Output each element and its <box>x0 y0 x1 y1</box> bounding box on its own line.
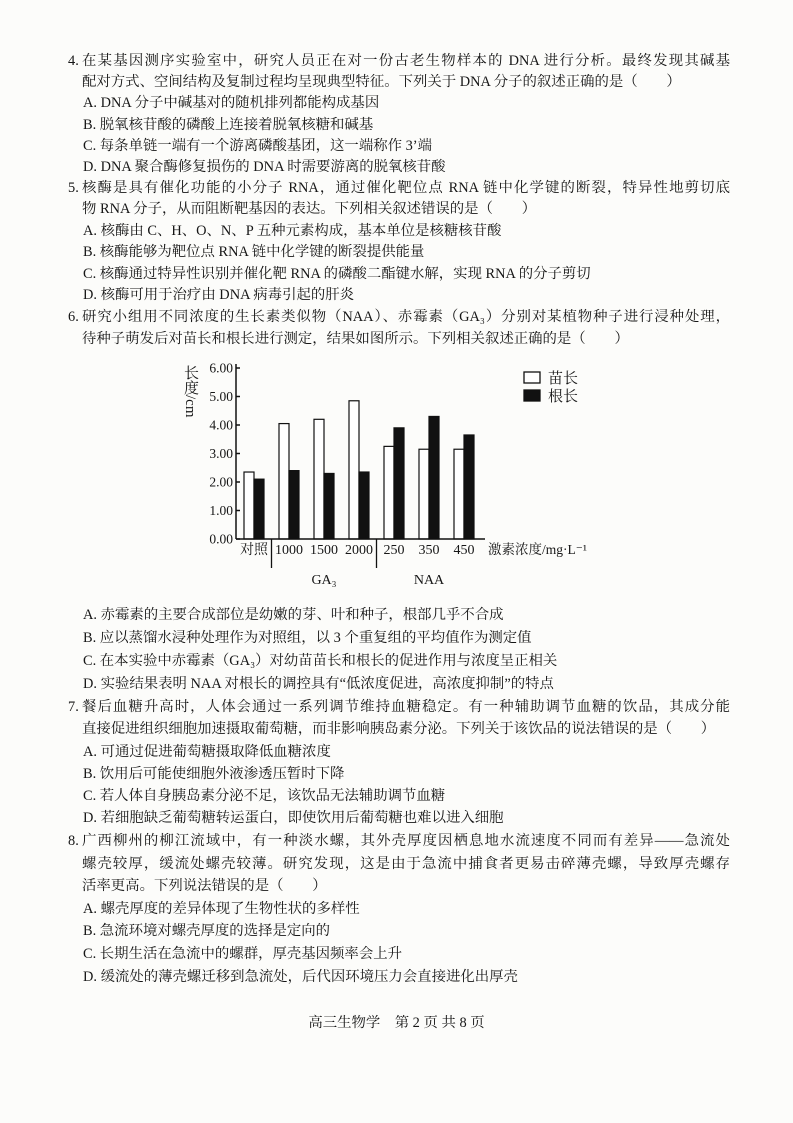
option-c: C. 在本实验中赤霉素（GA₃）对幼苗苗长和根长的促进作用与浓度呈正相关 <box>83 652 558 669</box>
option-d: D. 核酶可用于治疗由 DNA 病毒引起的肝炎 <box>83 287 355 304</box>
option-d: D. 缓流处的薄壳螺迁移到急流处，后代因环境压力会直接进化出厚壳 <box>83 968 518 985</box>
bar-series2-cat1 <box>254 479 264 539</box>
question-7 <box>68 696 730 830</box>
option-c: C. 若人体自身胰岛素分泌不足，该饮品无法辅助调节血糖 <box>83 788 446 805</box>
question-stem-text: 螺壳较厚，缓流处螺壳较薄。研究发现，这是由于急流中捕食者更易击碎薄壳螺，导致厚壳螺存 <box>82 855 730 872</box>
bar-series1-cat6 <box>419 449 429 539</box>
bar-chart-svg <box>170 355 610 595</box>
question-number: 7. <box>68 699 79 715</box>
y-axis-label: 长度/cm <box>182 365 198 418</box>
bar-series1-cat2 <box>279 424 289 539</box>
question-options <box>68 604 730 696</box>
question-stem-text: 配对方式、空间结构及复制过程均呈现典型特征。下列关于 DNA 分子的叙述正确的是（ ） <box>82 74 681 91</box>
option-c: C. 核酶通过特异性识别并催化靶 RNA 的磷酸二酯键水解，实现 RNA 的分子剪切 <box>83 265 591 282</box>
question-stem-text: 在某基因测序实验室中，研究人员正在对一份古老生物样本的 DNA 进行分析。最终发现其碱基 <box>82 53 730 69</box>
page-footer: 高三生物学 第 2 页 共 8 页 <box>308 1015 485 1031</box>
option-a: A. 赤霉素的主要合成部位是幼嫩的芽、叶和种子，根部几乎不合成 <box>83 607 504 623</box>
bar-series2-cat6 <box>429 416 439 539</box>
question-number: 6. <box>68 309 79 325</box>
x-category-label: 对照 <box>240 543 268 558</box>
option-a: A. 螺壳厚度的差异体现了生物性状的多样性 <box>83 900 360 917</box>
question-stem-line <box>68 307 730 329</box>
question-stem-text: 待种子萌发后对苗长和根长进行测定，结果如图所示。下列相关叙述正确的是（ ） <box>82 330 629 347</box>
legend-swatch-root <box>524 390 540 401</box>
question-stem-line <box>68 853 730 876</box>
option-b: B. 饮用后可能使细胞外液渗透压暂时下降 <box>83 765 345 782</box>
option-a: A. DNA 分子中碱基对的随机排列都能构成基因 <box>83 95 380 112</box>
x-category-label: 350 <box>418 543 440 558</box>
y-tick-label: 3.00 <box>209 446 233 461</box>
y-tick-label: 6.00 <box>209 360 233 376</box>
question-4 <box>68 51 730 178</box>
bar-series1-cat3 <box>314 419 324 539</box>
legend <box>524 370 578 405</box>
option-c: C. 每条单链一端有一个游离磷酸基团，这一端称作 3’端 <box>83 137 432 154</box>
bar-series2-cat4 <box>359 472 369 539</box>
y-tick-label: 0.00 <box>209 531 233 547</box>
question-stem-line <box>68 875 730 898</box>
x-category-label: 250 <box>383 543 405 558</box>
question-stem-text: 核酶是具有催化功能的小分子 RNA，通过催化靶位点 RNA 链中化学键的断裂，特异性地剪切底 <box>82 180 730 196</box>
y-tick-label: 4.00 <box>209 417 233 433</box>
question-8 <box>68 830 730 988</box>
x-group-label: NAA <box>413 573 445 588</box>
question-number: 4. <box>68 53 79 69</box>
question-stem-line <box>68 199 730 220</box>
question-stem-line <box>68 72 730 93</box>
question-stem-text: 研究小组用不同浓度的生长素类似物（NAA）、赤霉素（GA₃）分别对某植物种子进行浸种处理， <box>82 309 730 325</box>
bar-series1-cat1 <box>244 472 254 539</box>
question-stem-text: 餐后血糖升高时，人体会通过一系列调节维持血糖稳定。有一种辅助调节血糖的饮品，其成分能 <box>82 699 730 715</box>
x-axis-label: 激素浓度/mg·L⁻¹ <box>488 542 587 557</box>
x-group-label: GA₃ <box>311 573 337 588</box>
y-tick-label: 5.00 <box>209 389 233 404</box>
x-category-label: 1000 <box>275 543 303 558</box>
option-a: A. 核酶由 C、H、O、N、P 五种元素构成，基本单位是核糖核苷酸 <box>83 222 502 239</box>
question-stem-line <box>68 718 730 740</box>
question-stem-text: 活率更高。下列说法错误的是（ ） <box>82 878 327 895</box>
option-d: D. 若细胞缺乏葡萄糖转运蛋白，即使饮用后葡萄糖也难以进入细胞 <box>83 810 504 827</box>
x-category-label: 2000 <box>345 543 373 558</box>
chart-plot-area <box>209 361 485 589</box>
x-category-label: 1500 <box>310 543 338 558</box>
question-number: 8. <box>68 833 79 849</box>
question-5 <box>68 178 730 306</box>
question-stem-line <box>68 696 730 718</box>
bar-series2-cat3 <box>324 473 334 539</box>
bar-series2-cat5 <box>394 428 404 539</box>
bar-series1-cat7 <box>454 449 464 539</box>
legend-label: 苗长 <box>548 371 579 387</box>
option-d: D. DNA 聚合酶修复损伤的 DNA 时需要游离的脱氧核苷酸 <box>83 159 446 176</box>
bar-series2-cat2 <box>289 471 299 539</box>
option-b: B. 急流环境对螺壳厚度的选择是定向的 <box>83 923 331 940</box>
legend-swatch-shoot <box>524 372 540 383</box>
question-stem-line <box>68 830 730 853</box>
bar-series1-cat4 <box>349 401 359 539</box>
legend-label: 根长 <box>548 389 579 405</box>
question-stem-line <box>68 329 730 351</box>
question-stem <box>68 307 730 350</box>
question-stem-line <box>68 178 730 199</box>
question-stem-text: 广西柳州的柳江流域中，有一种淡水螺，其外壳厚度因栖息地水流速度不同而有差异——急流处 <box>82 833 730 849</box>
option-c: C. 长期生活在急流中的螺群，厚壳基因频率会上升 <box>83 945 402 962</box>
bar-series2-cat7 <box>464 435 474 539</box>
option-b: B. 应以蒸馏水浸种处理作为对照组，以 3 个重复组的平均值作为测定值 <box>83 629 532 646</box>
question-number: 5. <box>68 180 79 196</box>
question-stem-text: 直接促进组织细胞加速摄取葡萄糖，而非影响胰岛素分泌。下列关于该饮品的说法错误的是（ ） <box>82 721 716 738</box>
y-tick-label: 1.00 <box>209 503 233 518</box>
question-stem-text: 物 RNA 分子，从而阻断靶基因的表达。下列相关叙述错误的是（ ） <box>82 201 537 218</box>
y-tick-label: 2.00 <box>209 474 233 490</box>
bar-series1-cat5 <box>384 446 394 539</box>
option-b: B. 核酶能够为靶位点 RNA 链中化学键的断裂提供能量 <box>83 244 425 261</box>
option-d: D. 实验结果表明 NAA 对根长的调控具有“低浓度促进，高浓度抑制”的特点 <box>83 675 554 692</box>
option-a: A. 可通过促进葡萄糖摄取降低血糖浓度 <box>83 743 331 760</box>
option-b: B. 脱氧核苷酸的磷酸上连接着脱氧核糖和碱基 <box>83 116 374 133</box>
bar-chart <box>170 355 610 595</box>
x-category-label: 450 <box>453 543 475 558</box>
question-stem-line <box>68 51 730 72</box>
